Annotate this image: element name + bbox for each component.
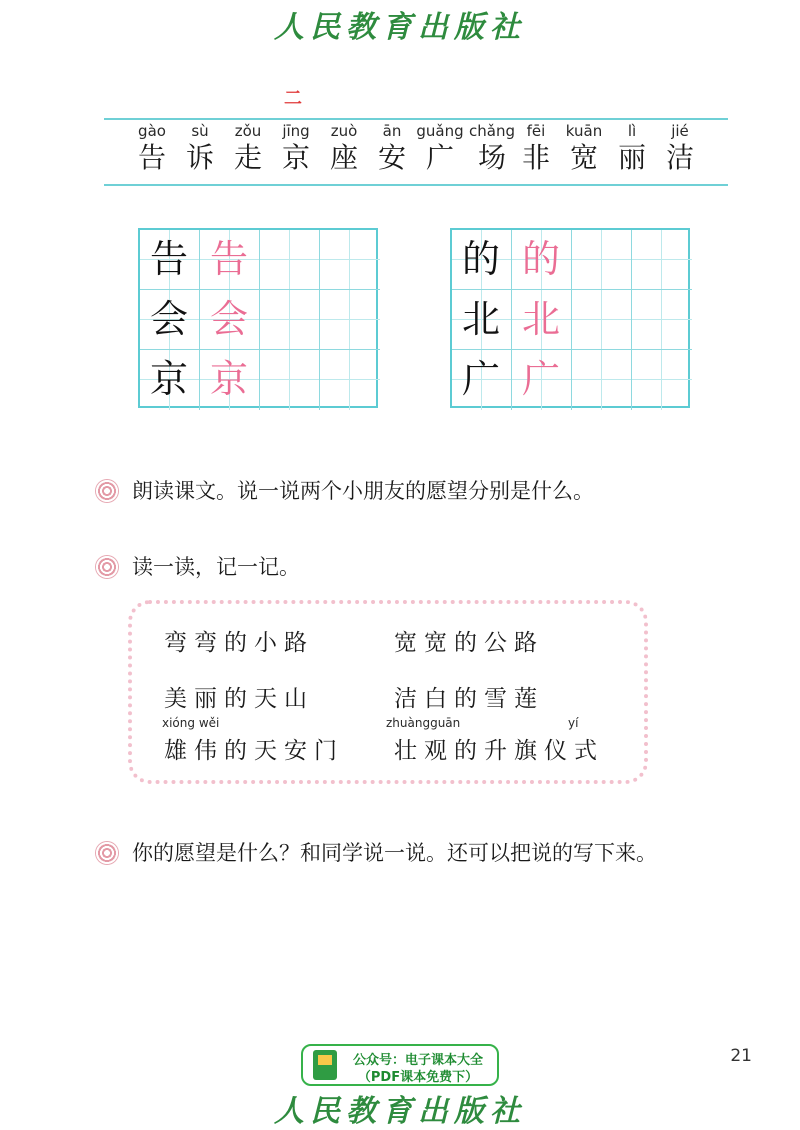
model-char: 北 bbox=[461, 297, 500, 341]
model-char: 京 bbox=[149, 357, 188, 401]
grid-cell[interactable] bbox=[260, 350, 320, 410]
vocab-char: 宽 bbox=[569, 141, 598, 174]
phrase: 雄伟的天安门 bbox=[164, 738, 344, 764]
phrase: 弯弯的小路 bbox=[164, 630, 314, 656]
model-char: 广 bbox=[461, 357, 500, 401]
vocab-char: 场 bbox=[477, 141, 506, 174]
grid-cell[interactable] bbox=[320, 350, 380, 410]
vocab-pinyin: gào bbox=[138, 122, 166, 140]
vocab-char: 走 bbox=[233, 141, 262, 174]
grid-cell bbox=[452, 350, 512, 410]
phrase: 宽宽的公路 bbox=[394, 630, 544, 656]
writing-grid-right bbox=[450, 228, 690, 408]
vocab-pinyin: guǎng bbox=[416, 122, 464, 140]
vocab-item bbox=[640, 120, 720, 174]
instruction-text: 朗读课文。说一说两个小朋友的愿望分别是什么。 bbox=[132, 479, 594, 503]
textbook-icon bbox=[313, 1050, 337, 1080]
vocab-char: 丽 bbox=[617, 141, 646, 174]
vocab-char: 安 bbox=[377, 141, 406, 174]
trace-char: 京 bbox=[209, 357, 248, 401]
vocab-pinyin: zuò bbox=[330, 122, 358, 140]
phrase: 壮观的升旗仪式 bbox=[394, 738, 604, 764]
vocab-pinyin: zǒu bbox=[234, 122, 262, 140]
publisher-header: 人民教育出版社 bbox=[274, 10, 526, 45]
phrase-pinyin: zhuàngguān bbox=[386, 716, 461, 730]
vocab-pinyin: lì bbox=[627, 122, 637, 140]
writing-grid-left bbox=[138, 228, 378, 408]
exercise-bullet-icon bbox=[96, 480, 118, 502]
phrase: 美丽的天山 bbox=[164, 686, 314, 712]
instruction-text: 你的愿望是什么？和同学说一说。还可以把说的写下来。 bbox=[132, 841, 657, 865]
grid-cell bbox=[140, 350, 200, 410]
grid-cell bbox=[452, 290, 512, 350]
vocab-char: 广 bbox=[425, 141, 454, 174]
model-char: 告 bbox=[149, 237, 188, 281]
vocab-pinyin: ān bbox=[382, 122, 402, 140]
grid-cell[interactable] bbox=[632, 350, 692, 410]
phrase: 洁白的雪莲 bbox=[394, 686, 544, 712]
grid-cell[interactable] bbox=[632, 290, 692, 350]
grid-cell[interactable] bbox=[260, 230, 320, 290]
trace-char: 广 bbox=[521, 357, 560, 401]
phrase-pinyin: yí bbox=[568, 716, 579, 730]
grid-cell bbox=[512, 350, 572, 410]
vocab-char: 诉 bbox=[185, 141, 214, 174]
wechat-badge[interactable] bbox=[301, 1044, 499, 1086]
trace-char: 北 bbox=[521, 297, 560, 341]
instruction-text: 读一读，记一记。 bbox=[132, 555, 300, 579]
vocab-row bbox=[104, 120, 728, 182]
vocab-pinyin: chǎng bbox=[469, 122, 515, 140]
trace-char: 会 bbox=[209, 297, 248, 341]
vocab-char: 非 bbox=[521, 141, 550, 174]
grid-cell[interactable] bbox=[572, 230, 632, 290]
trace-char: 的 bbox=[521, 237, 560, 281]
lesson-mark: 二 bbox=[284, 88, 302, 109]
grid-cell bbox=[512, 290, 572, 350]
phrase-pinyin: xióng wěi bbox=[162, 716, 220, 730]
grid-cell[interactable] bbox=[572, 290, 632, 350]
page-number: 21 bbox=[730, 1046, 752, 1066]
publisher-footer: 人民教育出版社 bbox=[274, 1094, 526, 1129]
grid-cell bbox=[200, 230, 260, 290]
vocab-char: 座 bbox=[329, 141, 358, 174]
exercise-bullet-icon bbox=[96, 842, 118, 864]
grid-cell bbox=[452, 230, 512, 290]
vocab-pinyin: sù bbox=[191, 122, 209, 140]
grid-cell bbox=[200, 350, 260, 410]
grid-cell bbox=[140, 290, 200, 350]
grid-cell[interactable] bbox=[632, 230, 692, 290]
vocab-pinyin: jīng bbox=[282, 122, 310, 140]
badge-line2: （PDF课本免费下） bbox=[357, 1070, 479, 1085]
vocab-char: 告 bbox=[137, 141, 166, 174]
vocab-char: 洁 bbox=[665, 141, 694, 174]
grid-cell[interactable] bbox=[572, 350, 632, 410]
grid-cell[interactable] bbox=[320, 290, 380, 350]
vocab-pinyin: kuān bbox=[565, 122, 603, 140]
model-char: 的 bbox=[461, 237, 500, 281]
exercise-bullet-icon bbox=[96, 556, 118, 578]
grid-cell bbox=[140, 230, 200, 290]
grid-cell[interactable] bbox=[260, 290, 320, 350]
grid-cell bbox=[512, 230, 572, 290]
trace-char: 告 bbox=[209, 237, 248, 281]
badge-line1: 公众号：电子课本大全 bbox=[352, 1053, 483, 1068]
vocab-pinyin: jié bbox=[671, 122, 689, 140]
grid-cell[interactable] bbox=[320, 230, 380, 290]
vocab-bottom-line bbox=[104, 184, 728, 186]
vocab-pinyin: fēi bbox=[526, 122, 546, 140]
model-char: 会 bbox=[149, 297, 188, 341]
phrase-box bbox=[128, 600, 648, 784]
vocab-char: 京 bbox=[281, 141, 310, 174]
grid-cell bbox=[200, 290, 260, 350]
